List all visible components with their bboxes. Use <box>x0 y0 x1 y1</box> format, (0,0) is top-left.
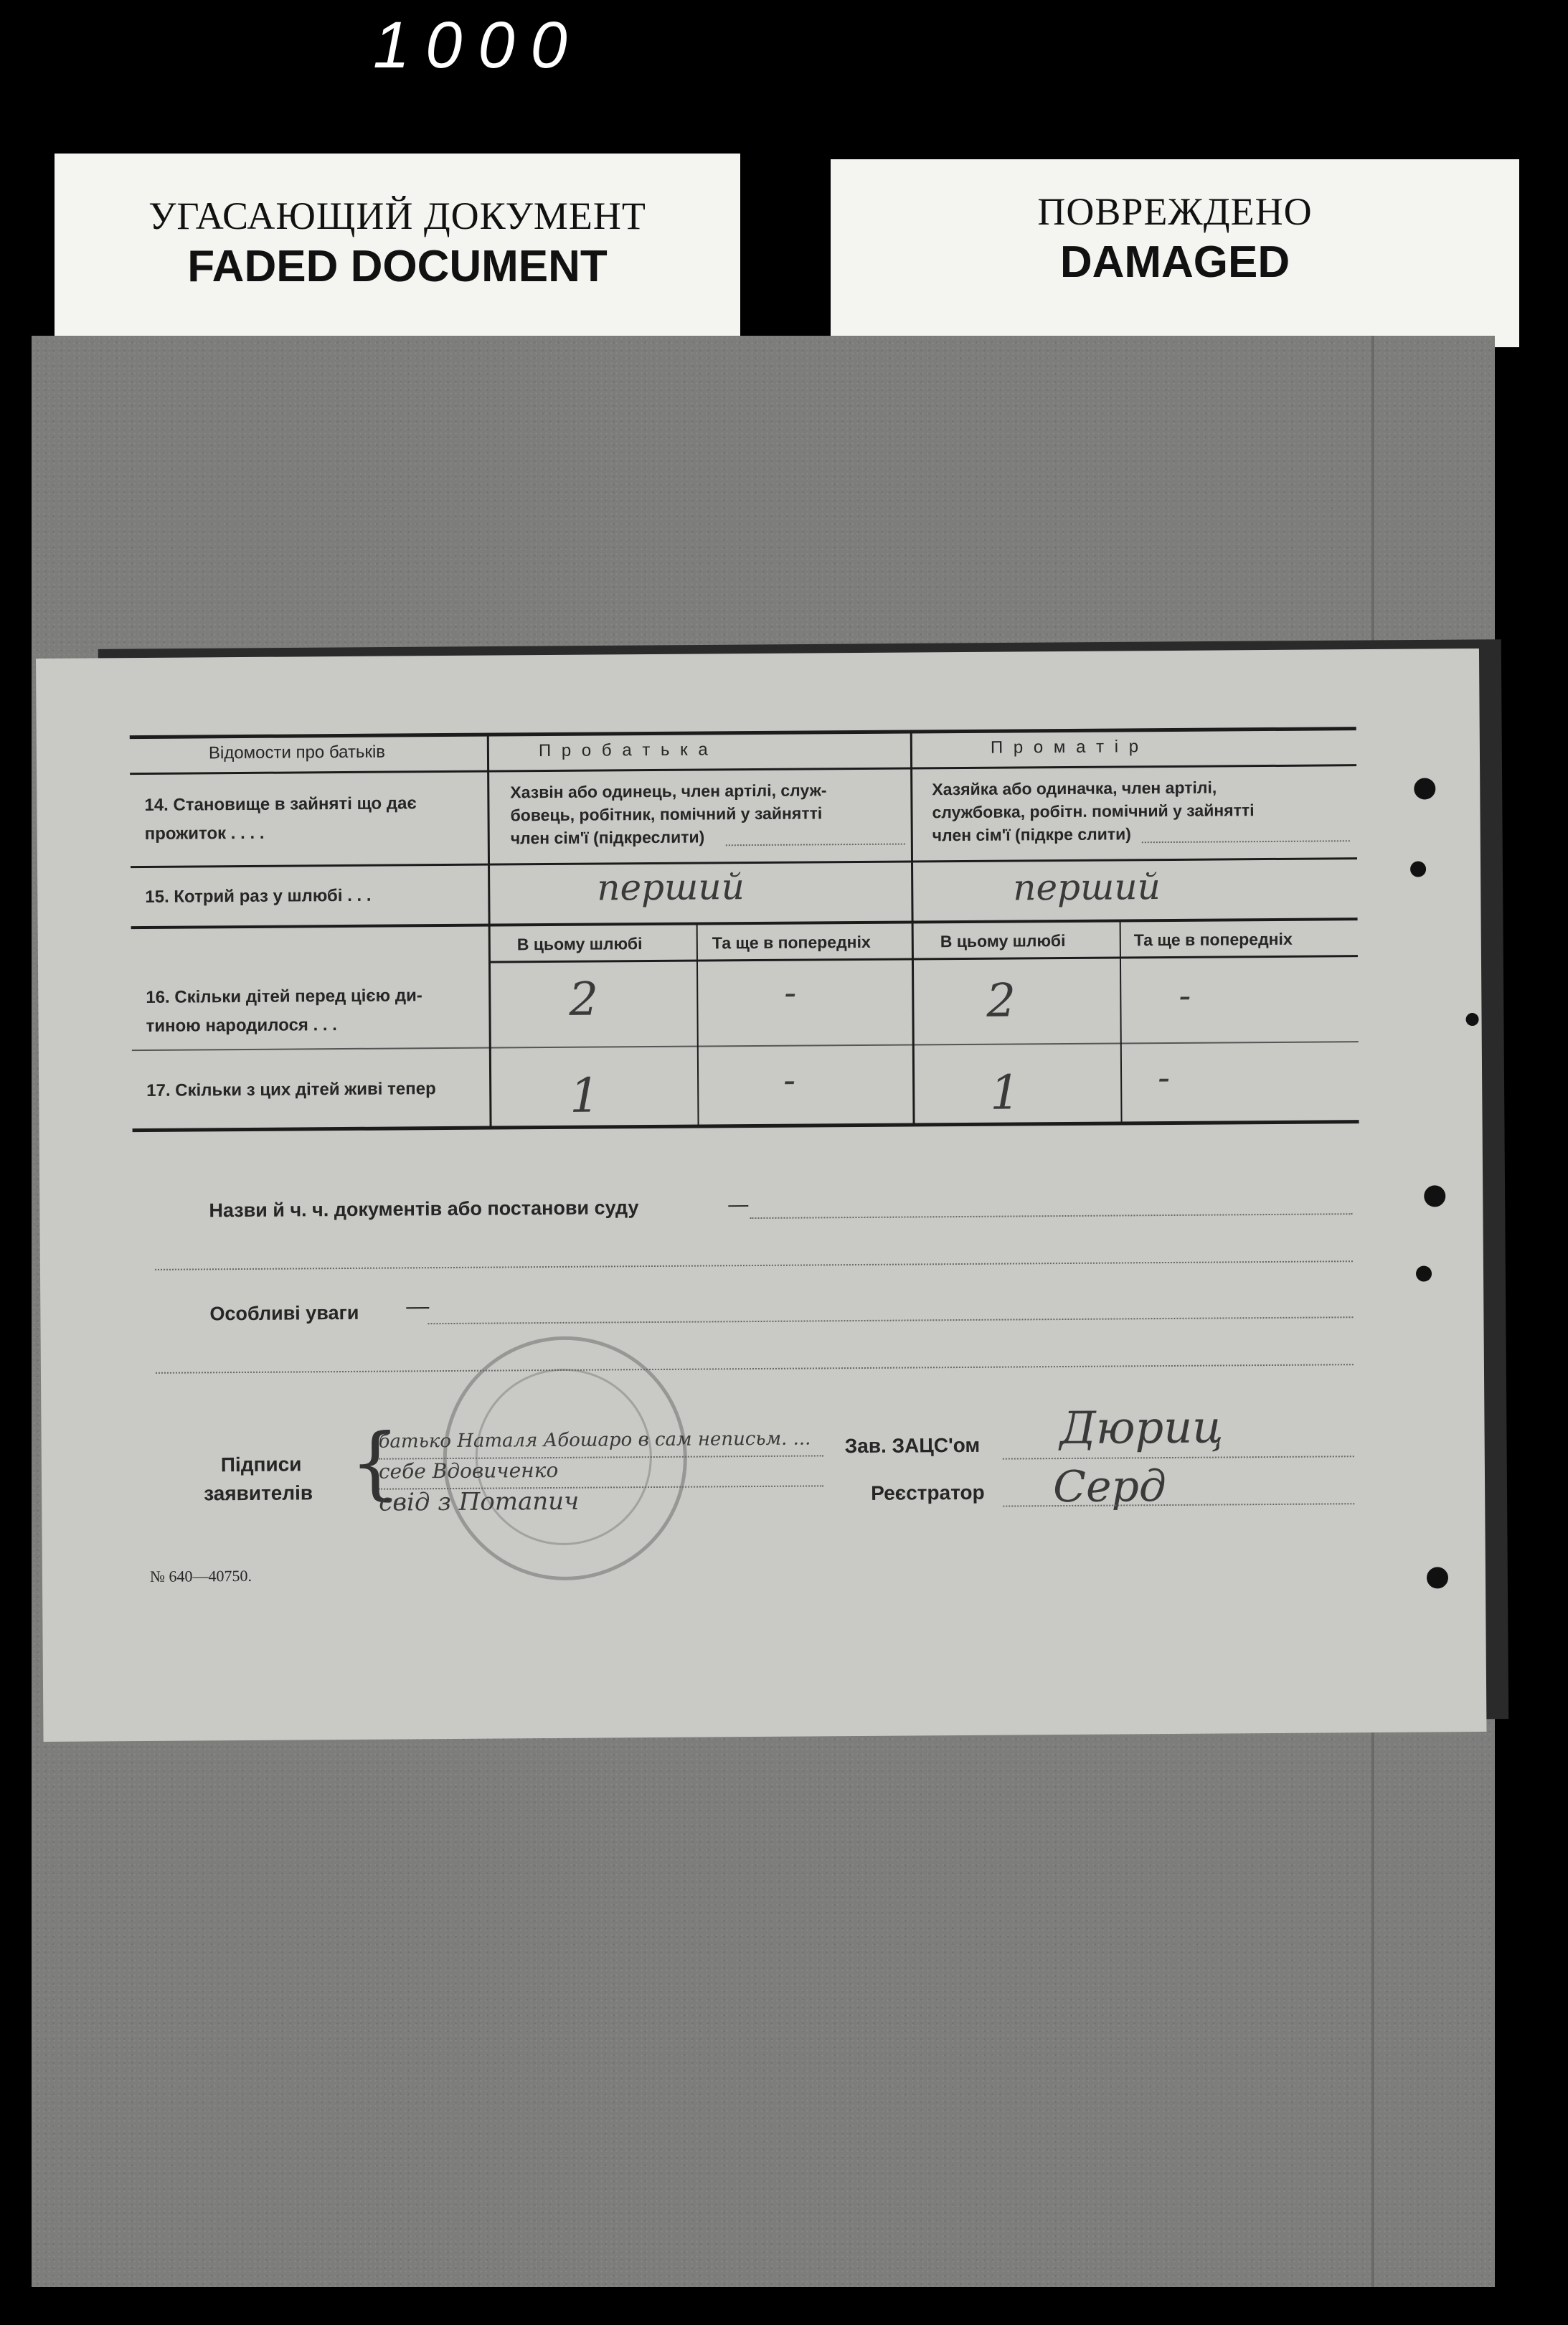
row17-mother-previous: - <box>1157 1056 1171 1099</box>
registrar-signature: Серд <box>1052 1461 1167 1513</box>
row17-father-current: 1 <box>570 1067 600 1123</box>
documents-dots-1 <box>750 1213 1352 1219</box>
documents-value: — <box>728 1193 749 1216</box>
row14-label-1: 14. Становище в зайняті що дає <box>144 793 417 815</box>
col-divider-2 <box>910 730 915 1126</box>
registration-card <box>36 649 1486 1742</box>
subheader-rule <box>490 955 1358 963</box>
col-divider-father-sub <box>696 924 699 1128</box>
row16-mother-current: 2 <box>986 974 1016 1028</box>
row14-mother-2: службовка, робітн. помічний у зайнятті <box>932 801 1255 822</box>
damage-hole <box>1427 1567 1448 1588</box>
header-mother: П р о м а т і р <box>990 737 1142 758</box>
documents-label: Назви й ч. ч. документів або постанови суду <box>209 1197 639 1222</box>
header-rule <box>130 764 1356 775</box>
row14-mother-1: Хазяйка або одиначка, член артілі, <box>932 778 1217 799</box>
row14-father-1: Хазвін або одинець, член артілі, служ- <box>510 780 827 802</box>
table-top-rule <box>130 727 1356 739</box>
signatures-label-1: Підписи <box>220 1453 302 1476</box>
head-signature: Дюриц <box>1059 1400 1224 1455</box>
row16-father-current: 2 <box>569 973 599 1027</box>
row14-father-2: бовець, робітник, помічний у зайнятті <box>510 803 823 825</box>
notes-value: — <box>406 1293 430 1319</box>
head-dots <box>1003 1456 1354 1459</box>
frame-number: 1000 <box>373 9 583 82</box>
subheader-father-previous: Та ще в попередніх <box>712 932 871 953</box>
subheader-mother-current: В цьому шлюбі <box>940 930 1066 951</box>
row14-mother-dots <box>1142 840 1350 843</box>
col-divider-1 <box>487 733 492 1129</box>
documents-dots-2 <box>155 1260 1353 1270</box>
row16-label-1: 16. Скільки дітей перед цією ди- <box>146 986 422 1007</box>
damage-hole <box>1424 1185 1445 1207</box>
registrar-label: Реєстратор <box>871 1481 985 1504</box>
col-divider-mother-sub <box>1120 920 1123 1124</box>
header-info: Відомости про батьків <box>208 742 386 763</box>
signatures-label-2: заявителів <box>204 1481 313 1505</box>
row16-father-previous: - <box>784 971 797 1014</box>
notes-dots-2 <box>156 1364 1354 1374</box>
form-number: № 640—40750. <box>149 1566 252 1585</box>
row15-mother-value: перший <box>1013 866 1161 909</box>
notes-dots-1 <box>428 1316 1353 1324</box>
faded-label-ru: УГАСАЮЩИЙ ДОКУМЕНТ <box>148 194 646 237</box>
signatures-brace: { <box>349 1416 401 1509</box>
damaged-label-en: DAMAGED <box>1059 237 1290 287</box>
subheader-father-current: В цьому шлюбі <box>516 934 643 954</box>
damaged-label-ru: ПОВРЕЖДЕНО <box>1037 190 1313 233</box>
row17-mother-current: 1 <box>989 1065 1021 1121</box>
damage-hole <box>1416 1265 1432 1281</box>
row16-rule <box>132 1041 1359 1051</box>
row14-mother-3: член сім'ї (підкре слити) <box>932 824 1131 845</box>
row17-father-previous: - <box>783 1059 796 1101</box>
row14-label-2: прожиток . . . . <box>144 823 265 844</box>
faded-label-en: FADED DOCUMENT <box>187 242 608 291</box>
signature-hand-3: свід з Потапич <box>379 1486 580 1517</box>
row14-father-dots <box>726 844 905 846</box>
signature-hand-1: батько Наталя Абошаро в сам неписьм. ... <box>378 1428 811 1453</box>
head-label: Зав. ЗАЦС'ом <box>844 1433 981 1458</box>
row14-father-3: член сім'ї (підкреслити) <box>510 827 705 848</box>
row15-label: 15. Котрий раз у шлюбі . . . <box>145 885 372 907</box>
row15-rule <box>131 918 1358 929</box>
damage-hole <box>1410 861 1426 877</box>
table-bottom-rule <box>133 1120 1359 1132</box>
row16-label-2: тиною народилося . . . <box>146 1015 337 1036</box>
damaged-label <box>831 159 1519 347</box>
row15-father-value: перший <box>597 866 745 909</box>
subheader-mother-previous: Та ще в попередніх <box>1133 929 1293 950</box>
notes-label: Особливі уваги <box>209 1301 359 1325</box>
signature-hand-2: себе Вдовиченко <box>378 1458 559 1484</box>
row17-label: 17. Скільки з цих дітей живі тепер <box>146 1079 436 1100</box>
damage-hole <box>1465 1013 1478 1026</box>
header-father: П р о б а т ь к а <box>538 740 711 761</box>
damage-hole <box>1414 778 1435 799</box>
faded-document-label <box>55 154 740 357</box>
row16-mother-previous: - <box>1179 974 1191 1017</box>
